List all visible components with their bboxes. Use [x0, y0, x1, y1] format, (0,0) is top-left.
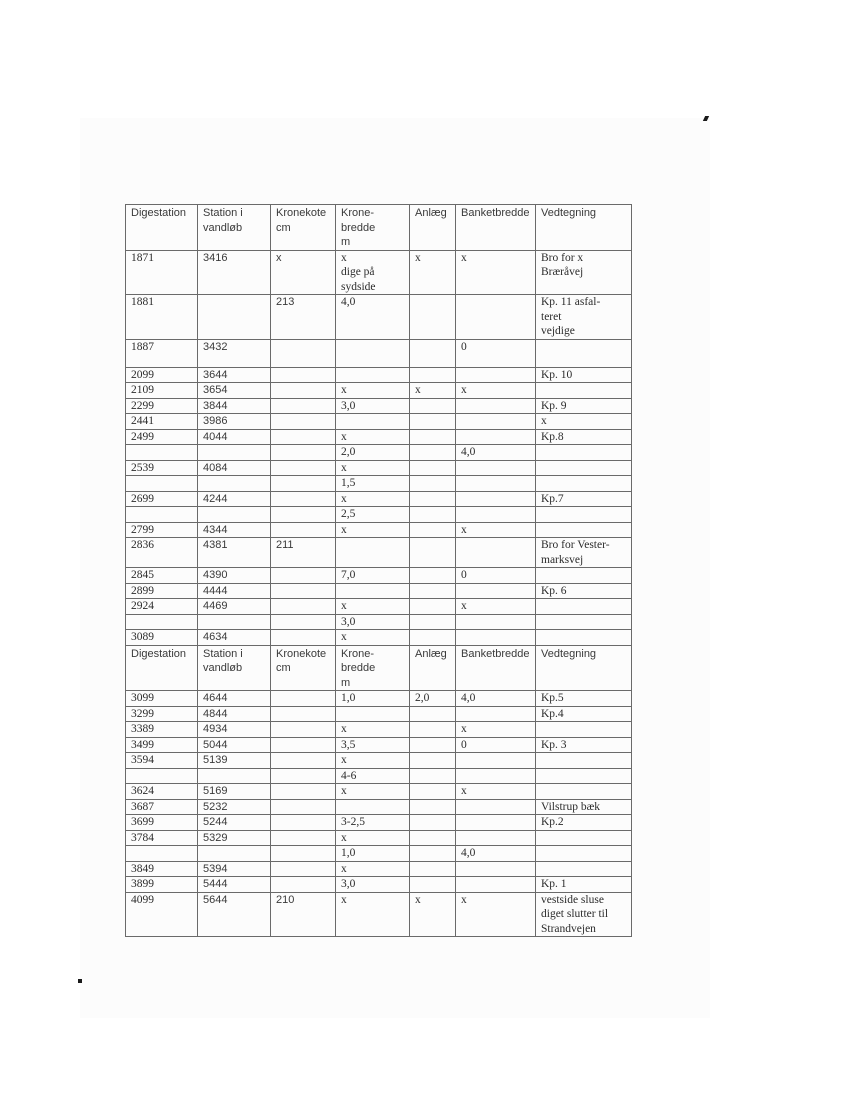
table-cell: 5139: [198, 753, 271, 769]
table-cell: 4044: [198, 429, 271, 445]
table-cell: [271, 784, 336, 800]
table-cell: 4344: [198, 522, 271, 538]
table-row: [126, 630, 632, 646]
table-cell: [536, 614, 632, 630]
column-header: Banketbredde: [456, 645, 536, 691]
table-cell: [271, 491, 336, 507]
table-cell: [536, 599, 632, 615]
table-row: [126, 846, 632, 862]
table-cell: 2799: [126, 522, 198, 538]
table-cell: [456, 815, 536, 831]
table-cell: [271, 799, 336, 815]
table-cell: 2299: [126, 398, 198, 414]
table-cell: [456, 398, 536, 414]
table-cell: 4390: [198, 568, 271, 584]
table-row: [126, 507, 632, 523]
table-cell: [536, 507, 632, 523]
table-cell: 4634: [198, 630, 271, 646]
table-cell: 3089: [126, 630, 198, 646]
table-cell: [271, 583, 336, 599]
table-cell: [271, 398, 336, 414]
table-cell: x: [456, 599, 536, 615]
table-cell: [410, 722, 456, 738]
table-cell: Kp.7: [536, 491, 632, 507]
table-cell: 2099: [126, 367, 198, 383]
table-cell: [271, 614, 336, 630]
table-cell: [271, 383, 336, 399]
table-cell: 2539: [126, 460, 198, 476]
table-cell: [271, 414, 336, 430]
table-cell: 4-6: [336, 768, 410, 784]
table-cell: [536, 753, 632, 769]
table-cell: [536, 568, 632, 584]
table-cell: 5232: [198, 799, 271, 815]
column-header: Banketbredde: [456, 205, 536, 251]
table-cell: [456, 861, 536, 877]
table-cell: 0: [456, 737, 536, 753]
table-cell: [410, 877, 456, 893]
table-cell: x: [336, 861, 410, 877]
table-row: [126, 538, 632, 568]
table-cell: Kp.8: [536, 429, 632, 445]
table-cell: 4381: [198, 538, 271, 568]
table-cell: 4469: [198, 599, 271, 615]
table-cell: 3687: [126, 799, 198, 815]
table-cell: Kp. 9: [536, 398, 632, 414]
table-cell: [271, 507, 336, 523]
column-header: Anlæg: [410, 645, 456, 691]
table-cell: [271, 445, 336, 461]
table-cell: [456, 295, 536, 340]
table-cell: x: [456, 892, 536, 937]
table-cell: [456, 830, 536, 846]
table-cell: [410, 398, 456, 414]
scan-mark: [78, 979, 82, 983]
table-cell: [410, 583, 456, 599]
table-cell: 3,0: [336, 877, 410, 893]
table-cell: [536, 630, 632, 646]
table-cell: [336, 583, 410, 599]
table-cell: 2,0: [336, 445, 410, 461]
table-cell: [456, 706, 536, 722]
table-cell: vestside sluse diget slutter til Strandvejen: [536, 892, 632, 937]
table-cell: 4,0: [456, 846, 536, 862]
table-cell: 213: [271, 295, 336, 340]
table-cell: 4084: [198, 460, 271, 476]
table-row: [126, 691, 632, 707]
table-cell: 3299: [126, 706, 198, 722]
table-cell: x: [271, 250, 336, 295]
table-cell: x: [456, 722, 536, 738]
table-cell: [198, 614, 271, 630]
table-cell: [536, 460, 632, 476]
table-row: [126, 830, 632, 846]
table-cell: [336, 706, 410, 722]
table-cell: 2924: [126, 599, 198, 615]
table-row: [126, 414, 632, 430]
table-cell: 2845: [126, 568, 198, 584]
table-cell: x: [336, 722, 410, 738]
table-row: [126, 491, 632, 507]
table-cell: Kp. 10: [536, 367, 632, 383]
table-cell: 2899: [126, 583, 198, 599]
table-cell: [271, 339, 336, 367]
table-cell: [410, 414, 456, 430]
table-cell: 3,0: [336, 614, 410, 630]
table-row: [126, 367, 632, 383]
table-row: [126, 892, 632, 937]
table-cell: [536, 722, 632, 738]
table-cell: 5329: [198, 830, 271, 846]
table-cell: [456, 367, 536, 383]
table-cell: [456, 491, 536, 507]
table-cell: [410, 295, 456, 340]
table-cell: 1,0: [336, 846, 410, 862]
table-cell: 5644: [198, 892, 271, 937]
table-cell: Kp. 6: [536, 583, 632, 599]
table-cell: 3499: [126, 737, 198, 753]
table-cell: x: [456, 250, 536, 295]
table-cell: 5394: [198, 861, 271, 877]
table-cell: x: [336, 429, 410, 445]
column-header: Station i vandløb: [198, 645, 271, 691]
table-cell: [271, 722, 336, 738]
table-cell: x: [456, 522, 536, 538]
column-header: Vedtegning: [536, 205, 632, 251]
table-cell: [410, 445, 456, 461]
table-cell: [410, 476, 456, 492]
table-cell: [410, 737, 456, 753]
table-row: [126, 722, 632, 738]
table-cell: Kp. 1: [536, 877, 632, 893]
table-cell: 4,0: [336, 295, 410, 340]
table-cell: [410, 522, 456, 538]
table-cell: [271, 460, 336, 476]
table-cell: x: [410, 383, 456, 399]
table-cell: [271, 830, 336, 846]
table-cell: [536, 784, 632, 800]
table-cell: [456, 630, 536, 646]
table-cell: [456, 476, 536, 492]
table-cell: 4644: [198, 691, 271, 707]
table-cell: [456, 538, 536, 568]
column-header: Krone- bredde m: [336, 205, 410, 251]
table-cell: [271, 861, 336, 877]
table-cell: [271, 753, 336, 769]
column-header: Digestation: [126, 645, 198, 691]
table-cell: 2,5: [336, 507, 410, 523]
table-cell: 2441: [126, 414, 198, 430]
table-cell: [536, 830, 632, 846]
table-cell: 3849: [126, 861, 198, 877]
table-row: [126, 753, 632, 769]
table-row: [126, 383, 632, 399]
table-cell: [410, 491, 456, 507]
table-cell: [336, 538, 410, 568]
table-cell: [456, 614, 536, 630]
table-cell: [410, 784, 456, 800]
table-cell: [410, 568, 456, 584]
table-row: [126, 815, 632, 831]
table-cell: 4,0: [456, 691, 536, 707]
table-cell: [410, 799, 456, 815]
table-cell: [456, 583, 536, 599]
table-cell: Bro for Vester- marksvej: [536, 538, 632, 568]
table-row: [126, 522, 632, 538]
table-cell: 2499: [126, 429, 198, 445]
table-cell: x dige på sydside: [336, 250, 410, 295]
table-row: [126, 460, 632, 476]
table-cell: Vilstrup bæk: [536, 799, 632, 815]
dike-table: [125, 204, 632, 937]
table-cell: 0: [456, 568, 536, 584]
header-row: [126, 205, 632, 251]
table-cell: [410, 599, 456, 615]
table-cell: [536, 445, 632, 461]
table-cell: [271, 877, 336, 893]
table-cell: [456, 877, 536, 893]
table-cell: 4244: [198, 491, 271, 507]
table-cell: x: [336, 784, 410, 800]
table-cell: [410, 815, 456, 831]
table-cell: 7,0: [336, 568, 410, 584]
table-cell: 3416: [198, 250, 271, 295]
table-cell: [410, 367, 456, 383]
table-cell: [410, 768, 456, 784]
table-cell: [271, 815, 336, 831]
table-cell: [198, 445, 271, 461]
table-cell: [198, 507, 271, 523]
table-cell: 2836: [126, 538, 198, 568]
table-cell: [410, 630, 456, 646]
table-cell: 5244: [198, 815, 271, 831]
table-cell: [336, 799, 410, 815]
table-cell: [271, 691, 336, 707]
table-row: [126, 295, 632, 340]
table-row: [126, 799, 632, 815]
table-row: [126, 445, 632, 461]
table-cell: [456, 507, 536, 523]
column-header: Station i vandløb: [198, 205, 271, 251]
table-cell: 3654: [198, 383, 271, 399]
table-cell: Kp. 11 asfal- teret vejdige: [536, 295, 632, 340]
table-cell: x: [336, 522, 410, 538]
table-cell: [536, 476, 632, 492]
table-row: [126, 768, 632, 784]
table-cell: 2,0: [410, 691, 456, 707]
table-row: [126, 250, 632, 295]
table-cell: [271, 630, 336, 646]
table-cell: 211: [271, 538, 336, 568]
table-cell: Bro for x Bræråvej: [536, 250, 632, 295]
table-cell: x: [336, 753, 410, 769]
table-cell: [271, 846, 336, 862]
table-cell: 4,0: [456, 445, 536, 461]
table-cell: 0: [456, 339, 536, 367]
table-cell: [271, 768, 336, 784]
table-cell: [271, 568, 336, 584]
table-cell: [456, 799, 536, 815]
table-row: [126, 737, 632, 753]
table-cell: 3594: [126, 753, 198, 769]
table-cell: [536, 768, 632, 784]
table-cell: 3844: [198, 398, 271, 414]
table-cell: x: [336, 491, 410, 507]
table-cell: x: [536, 414, 632, 430]
table-cell: x: [336, 599, 410, 615]
table-cell: [410, 861, 456, 877]
table-cell: x: [456, 383, 536, 399]
table-row: [126, 568, 632, 584]
table-row: [126, 583, 632, 599]
table-cell: 3432: [198, 339, 271, 367]
table-cell: 5444: [198, 877, 271, 893]
table-cell: Kp.4: [536, 706, 632, 722]
table-cell: [271, 599, 336, 615]
table-cell: [198, 295, 271, 340]
table-cell: 4099: [126, 892, 198, 937]
table-cell: 3,0: [336, 398, 410, 414]
table-cell: x: [336, 892, 410, 937]
table-cell: 1881: [126, 295, 198, 340]
table-cell: 3986: [198, 414, 271, 430]
table-cell: 3644: [198, 367, 271, 383]
table-cell: x: [336, 630, 410, 646]
table-cell: [410, 753, 456, 769]
table-cell: [198, 768, 271, 784]
table-cell: 1871: [126, 250, 198, 295]
column-header: Krone- bredde m: [336, 645, 410, 691]
table-cell: [126, 614, 198, 630]
table-cell: 3899: [126, 877, 198, 893]
table-cell: 3389: [126, 722, 198, 738]
table-cell: x: [410, 892, 456, 937]
table-cell: 5169: [198, 784, 271, 800]
table-cell: [126, 846, 198, 862]
table-cell: 1,5: [336, 476, 410, 492]
table-cell: [536, 383, 632, 399]
table-cell: [410, 846, 456, 862]
table-cell: 4444: [198, 583, 271, 599]
table-cell: [536, 846, 632, 862]
table-cell: x: [410, 250, 456, 295]
table-cell: [456, 460, 536, 476]
table-cell: [271, 737, 336, 753]
table-row: [126, 706, 632, 722]
table-row: [126, 429, 632, 445]
table-cell: 3099: [126, 691, 198, 707]
table-cell: 3784: [126, 830, 198, 846]
table-cell: [271, 522, 336, 538]
table-cell: [456, 414, 536, 430]
table-cell: [410, 830, 456, 846]
table-row: [126, 476, 632, 492]
table-cell: [271, 476, 336, 492]
table-cell: 5044: [198, 737, 271, 753]
table-cell: x: [336, 460, 410, 476]
table-cell: 210: [271, 892, 336, 937]
table-cell: 2109: [126, 383, 198, 399]
table-cell: 1887: [126, 339, 198, 367]
table-cell: 3-2,5: [336, 815, 410, 831]
table-cell: Kp. 3: [536, 737, 632, 753]
table-cell: 3624: [126, 784, 198, 800]
table-cell: Kp.5: [536, 691, 632, 707]
table-cell: [536, 339, 632, 367]
table-cell: 3699: [126, 815, 198, 831]
table-cell: [410, 507, 456, 523]
column-header: Kronekote cm: [271, 205, 336, 251]
table-cell: [456, 753, 536, 769]
table-cell: x: [336, 830, 410, 846]
table-cell: [336, 339, 410, 367]
table-cell: [271, 706, 336, 722]
table-cell: [198, 846, 271, 862]
table-cell: [336, 367, 410, 383]
column-header: Kronekote cm: [271, 645, 336, 691]
table-row: [126, 784, 632, 800]
table-cell: [410, 460, 456, 476]
table-cell: [271, 429, 336, 445]
table-cell: 2699: [126, 491, 198, 507]
column-header: Digestation: [126, 205, 198, 251]
table-cell: x: [456, 784, 536, 800]
table-cell: [536, 861, 632, 877]
table-cell: 3,5: [336, 737, 410, 753]
table-row: [126, 398, 632, 414]
table-cell: [126, 768, 198, 784]
table-cell: [271, 367, 336, 383]
table-cell: [410, 614, 456, 630]
table-cell: [410, 706, 456, 722]
column-header: Anlæg: [410, 205, 456, 251]
table-cell: Kp.2: [536, 815, 632, 831]
column-header: Vedtegning: [536, 645, 632, 691]
table-cell: [410, 429, 456, 445]
table-cell: [198, 476, 271, 492]
table-cell: [126, 507, 198, 523]
table-cell: [410, 339, 456, 367]
table-cell: 4844: [198, 706, 271, 722]
table-cell: [410, 538, 456, 568]
table-cell: [336, 414, 410, 430]
table-cell: [456, 429, 536, 445]
table-cell: 1,0: [336, 691, 410, 707]
table-row: [126, 614, 632, 630]
table-row: [126, 599, 632, 615]
table-cell: [126, 476, 198, 492]
table-row: [126, 339, 632, 367]
table-cell: [456, 768, 536, 784]
header-row: [126, 645, 632, 691]
table-cell: [536, 522, 632, 538]
table-cell: 4934: [198, 722, 271, 738]
table-cell: x: [336, 383, 410, 399]
table-row: [126, 861, 632, 877]
table-row: [126, 877, 632, 893]
table-cell: [126, 445, 198, 461]
